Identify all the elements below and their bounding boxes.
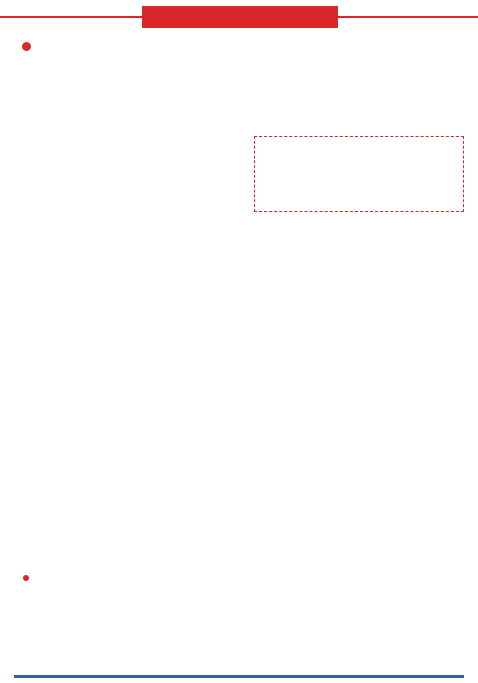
quilt-preview-2 [318,541,451,649]
footer-rule [14,675,464,678]
cut-dimensions-box [254,136,464,212]
sections-diagram [0,228,478,508]
quilt-preview-1 [176,541,309,649]
intro-bullet-icon [22,42,31,51]
borders-bullet-icon [23,575,29,581]
page-header [142,6,338,28]
